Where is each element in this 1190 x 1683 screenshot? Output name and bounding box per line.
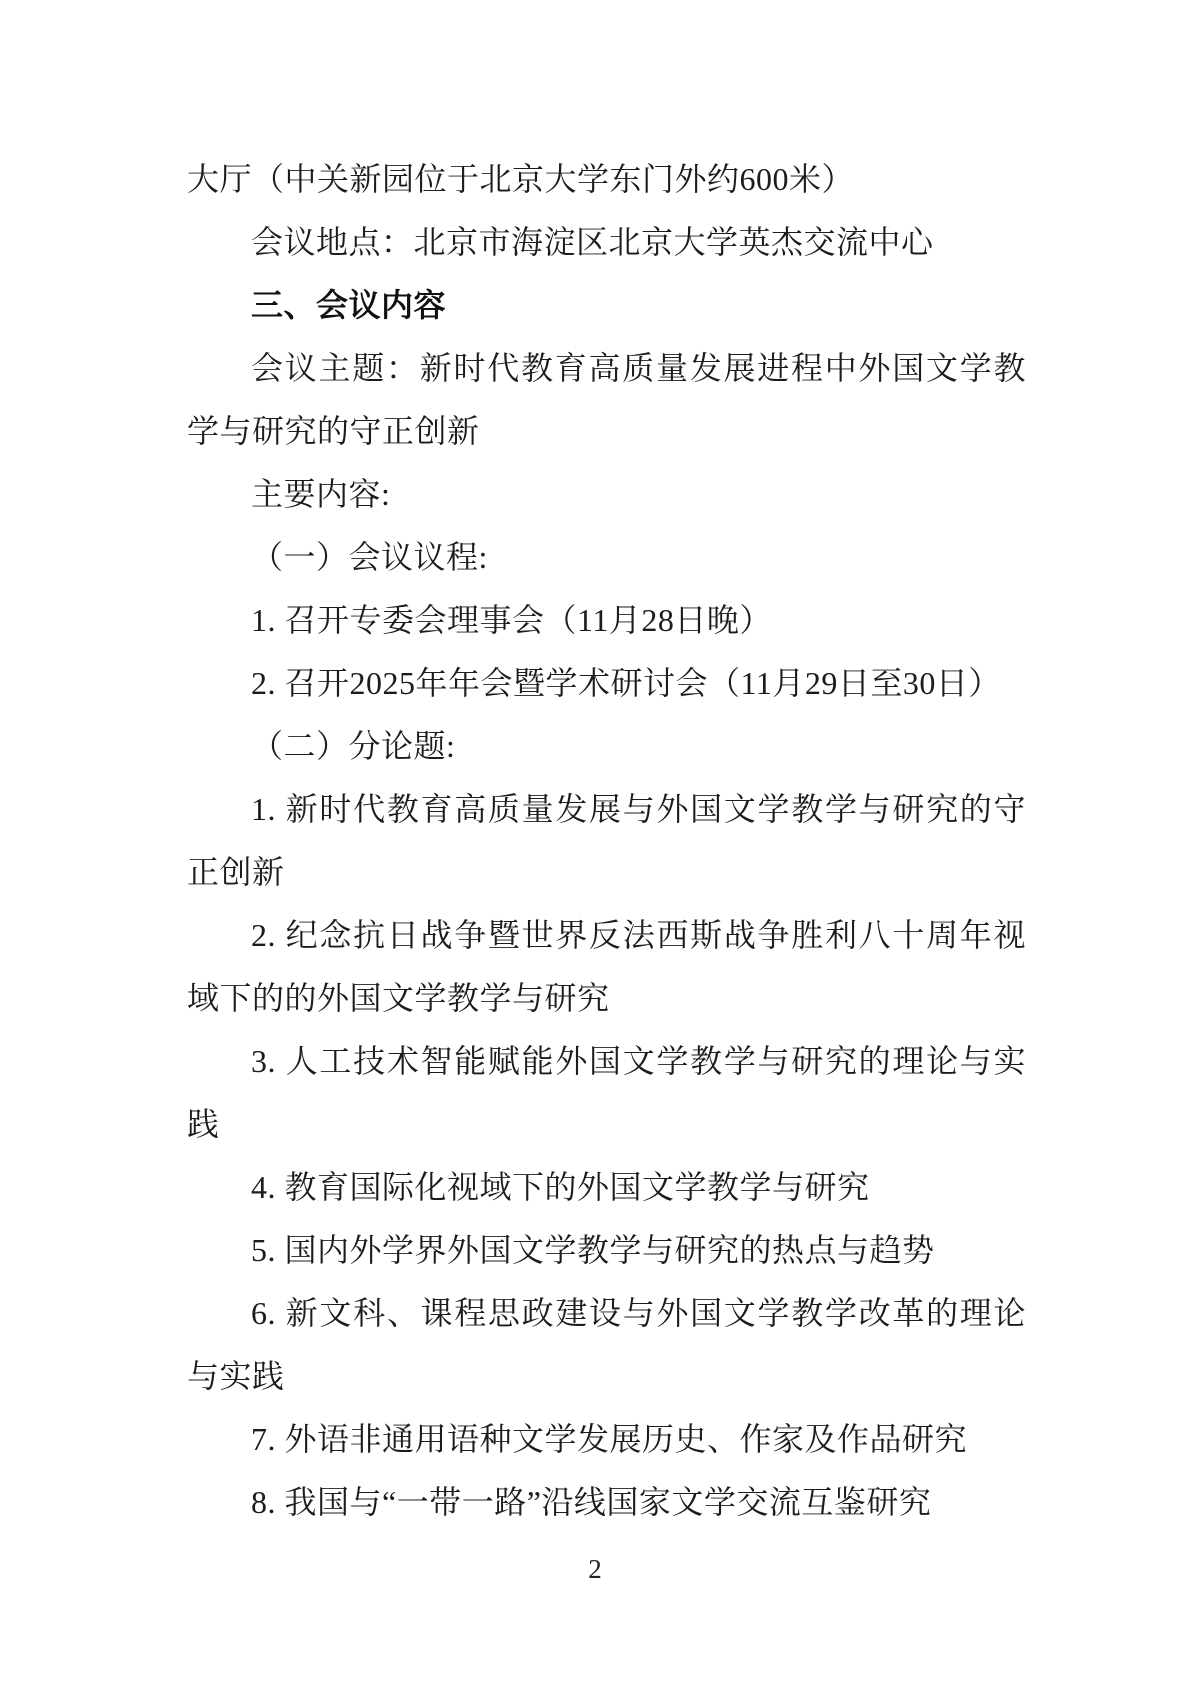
paragraph-agenda-item-2: 2. 召开2025年年会暨学术研讨会（11月29日至30日） bbox=[251, 665, 1001, 701]
heading-section-three-meeting-content: 三、会议内容 bbox=[251, 287, 447, 323]
paragraph-main-content-label: 主要内容: bbox=[251, 476, 391, 512]
paragraph-agenda-item-1: 1. 召开专委会理事会（11月28日晚） bbox=[251, 602, 772, 638]
document-body bbox=[187, 148, 1026, 1534]
paragraph-topic-4: 4. 教育国际化视域下的外国文学教学与研究 bbox=[251, 1169, 870, 1205]
paragraph-topic-1: 1. 新时代教育高质量发展与外国文学教学与研究的守正创新 bbox=[187, 791, 1026, 890]
paragraph-subsection-one-agenda-label: （一）会议议程: bbox=[251, 539, 488, 575]
paragraph-hall-location-continuation: 大厅（中关新园位于北京大学东门外约600米） bbox=[187, 161, 855, 197]
paragraph-meeting-theme: 会议主题：新时代教育高质量发展进程中外国文学教学与研究的守正创新 bbox=[187, 350, 1026, 449]
paragraph-topic-5: 5. 国内外学界外国文学教学与研究的热点与趋势 bbox=[251, 1232, 935, 1268]
paragraph-topic-3: 3. 人工技术智能赋能外国文学教学与研究的理论与实践 bbox=[187, 1043, 1026, 1142]
paragraph-meeting-location: 会议地点：北京市海淀区北京大学英杰交流中心 bbox=[251, 224, 934, 260]
paragraph-topic-8: 8. 我国与“一带一路”沿线国家文学交流互鉴研究 bbox=[251, 1484, 932, 1520]
paragraph-topic-6: 6. 新文科、课程思政建设与外国文学教学改革的理论与实践 bbox=[187, 1295, 1026, 1394]
paragraph-topic-2: 2. 纪念抗日战争暨世界反法西斯战争胜利八十周年视域下的的外国文学教学与研究 bbox=[187, 917, 1026, 1016]
paragraph-topic-7: 7. 外语非通用语种文学发展历史、作家及作品研究 bbox=[251, 1421, 968, 1457]
paragraph-subsection-two-topics-label: （二）分论题: bbox=[251, 728, 456, 764]
page-number: 2 bbox=[588, 1554, 602, 1584]
